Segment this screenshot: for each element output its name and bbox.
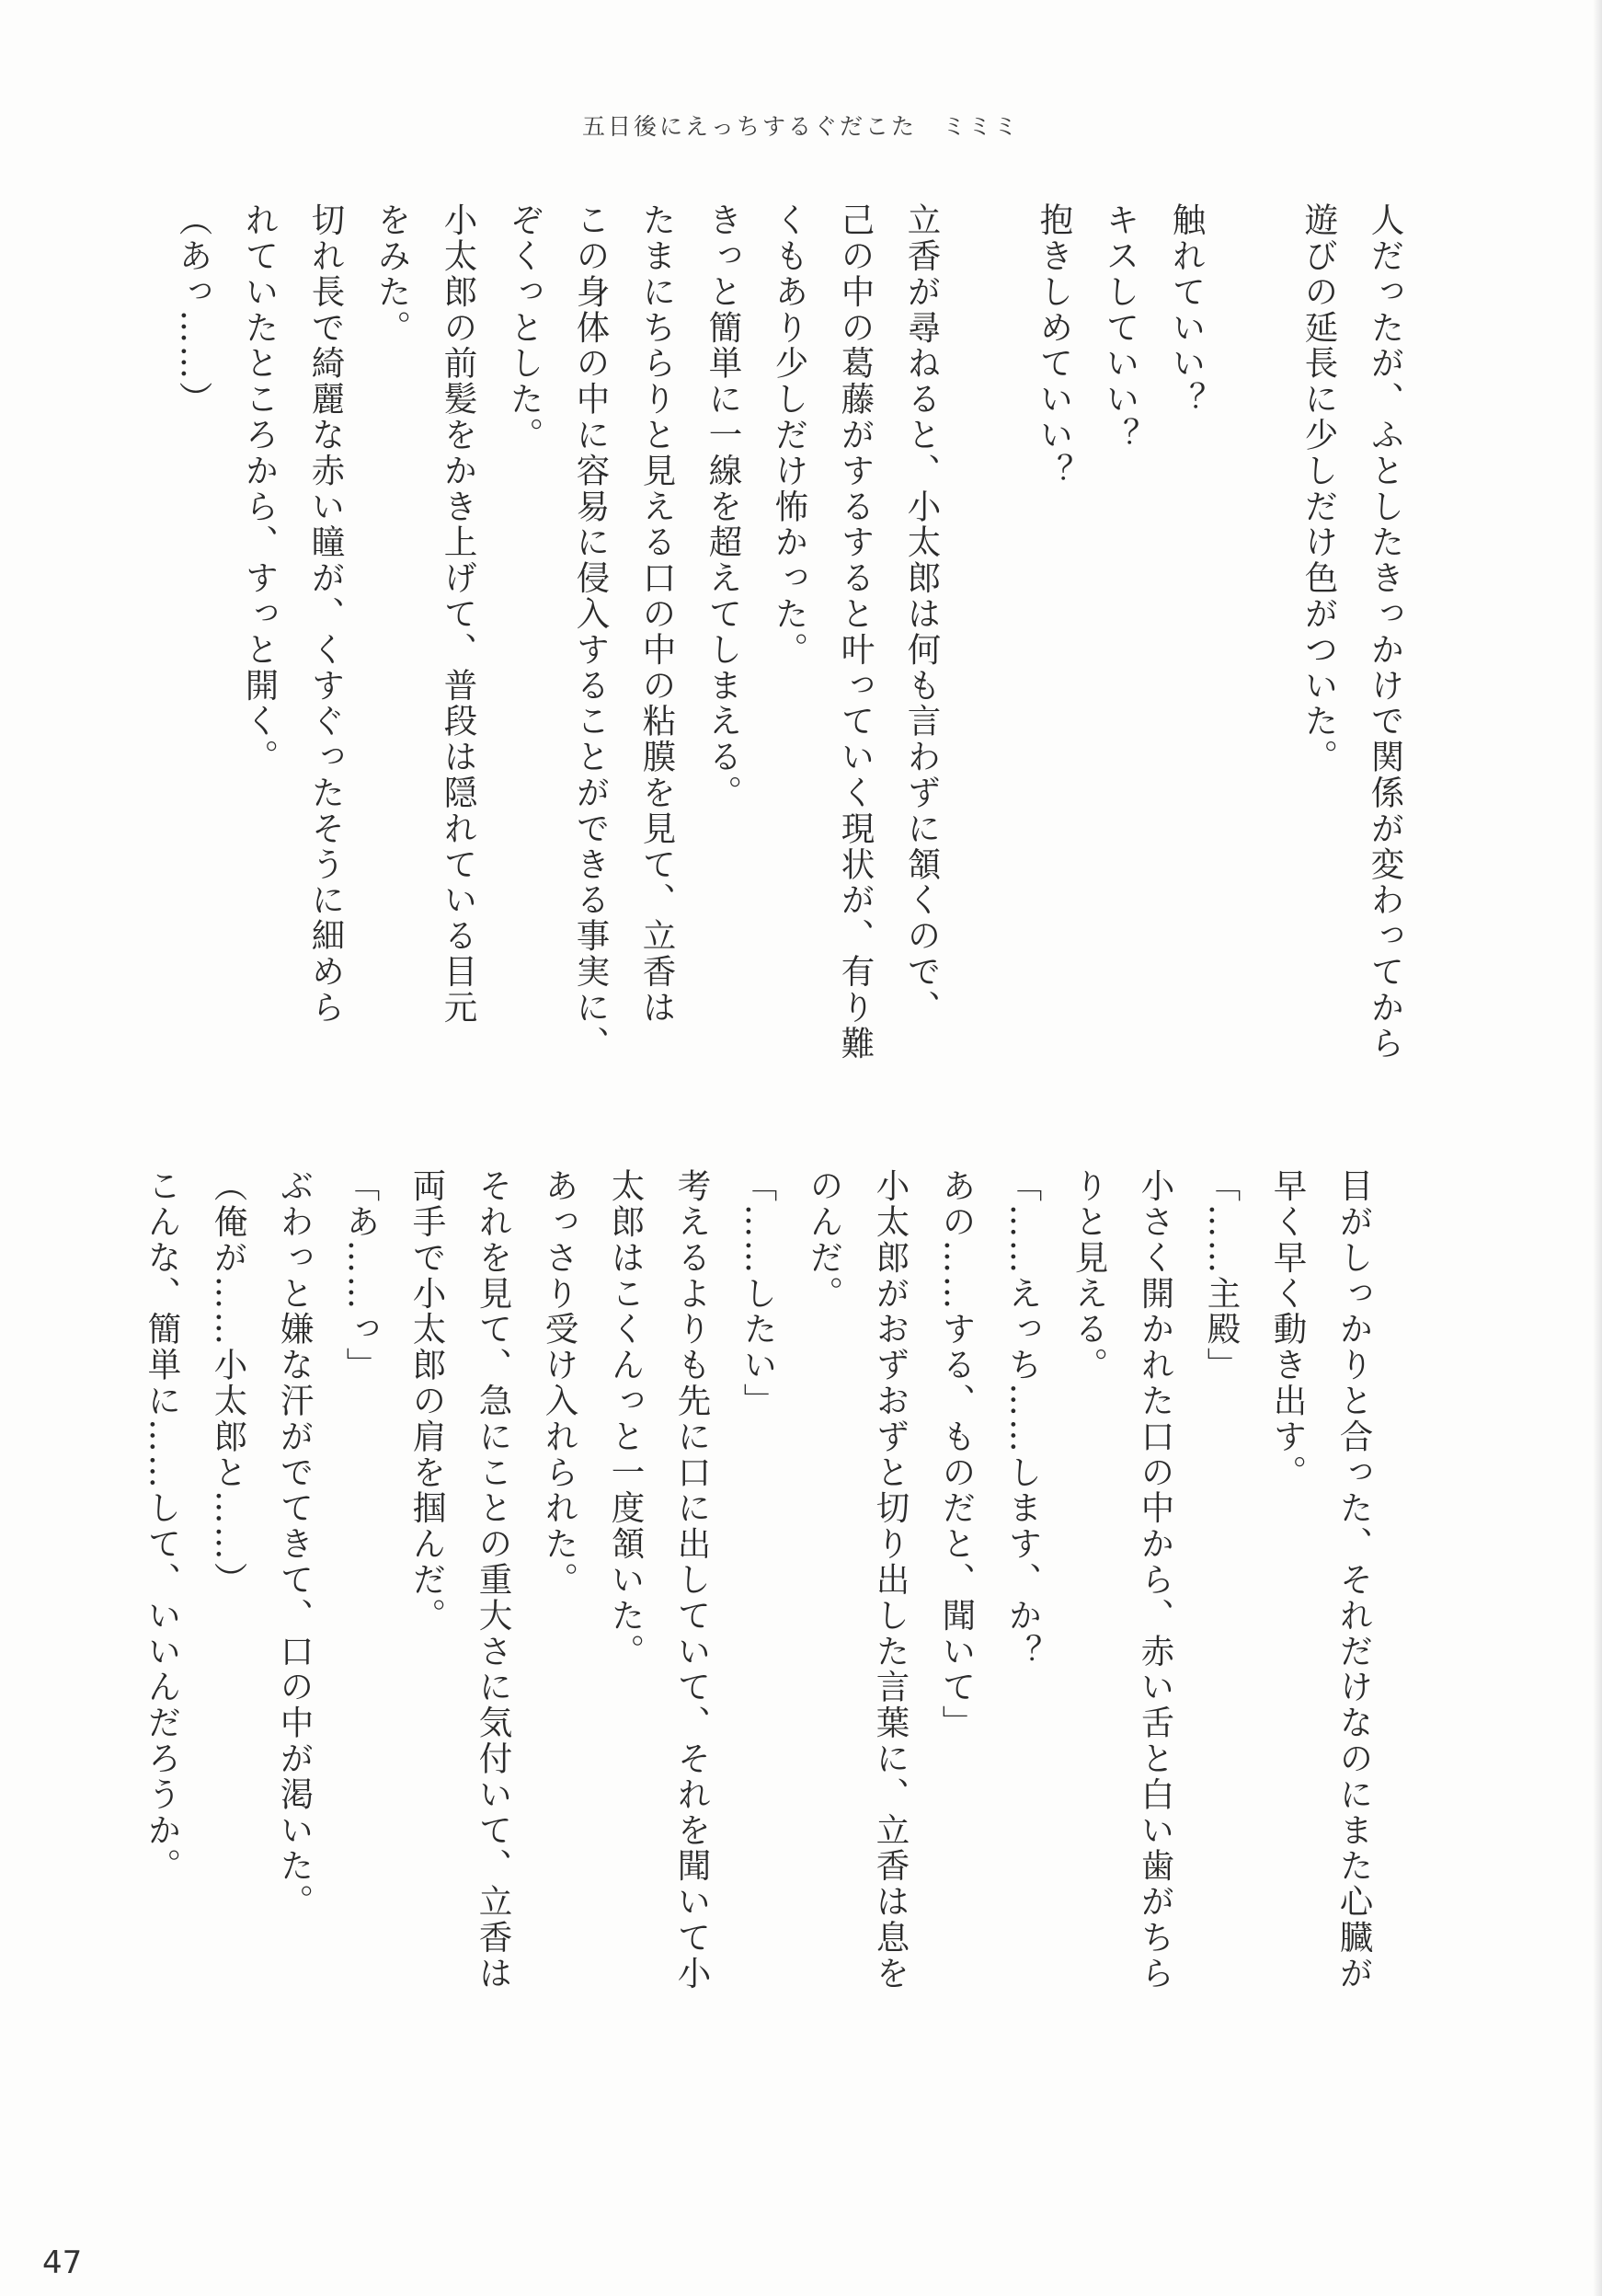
text-line: 「……したい」 [738,1168,778,1419]
text-line: 「あ……っ」 [341,1168,381,1383]
text-line: たまにちらりと見える口の中の粘膜を見て、立香は [637,202,677,1026]
text-line: 「……主殿」 [1202,1168,1242,1383]
text-line: 「……えっち……します、か？ [1003,1168,1043,1670]
text-line: 触れていい？ [1167,202,1207,418]
text-line: 目がしっかりと合った、それだけなのにまた心臓が [1334,1168,1374,1992]
text-line: この身体の中に容易に侵入することができる事実に、 [571,202,611,1062]
text-line: 早く早く動き出す。 [1268,1168,1308,1491]
page-edge-shadow [1593,0,1602,2296]
text-line: 人だったが、ふとしたきっかけで関係が変わってから [1366,202,1405,1062]
blank-line [1219,202,1286,1067]
text-line: 太郎はこくんっと一度頷いた。 [606,1168,646,1670]
text-line: くもあり少しだけ怖かった。 [770,202,809,668]
text-line: 両手で小太郎の肩を掴んだ。 [407,1168,447,1634]
text-line: 小太郎の前髪をかき上げて、普段は隠れている目元 [439,202,478,1026]
text-line: こんな、簡単に……して、いいんだろうか。 [143,1168,182,1884]
text-line: れていたところから、すっと開く。 [240,202,280,775]
running-header: 五日後にえっちするぐだこた ミミミ [581,113,1020,140]
text-line: 遊びの延長に少しだけ色がついた。 [1299,202,1339,775]
upper-text-block [160,202,1418,1067]
blank-line [955,202,1021,1067]
text-line: あの……する、ものだと、聞いて」 [937,1168,977,1741]
text-line: 考えるよりも先に口に出していて、それを聞いて小 [672,1168,712,1992]
text-line: （あっ……） [174,202,213,418]
text-line: のんだ。 [805,1168,844,1312]
text-line: をみた。 [372,202,412,346]
text-line: 己の中の葛藤がするすると叶っていく現状が、有り難 [836,202,875,1062]
text-line: りと見える。 [1070,1168,1109,1383]
lower-text-block [129,1168,1387,1992]
page-number: 47 [42,2244,83,2281]
text-line: きっと簡単に一線を超えてしまえる。 [704,202,743,811]
text-line: キスしていい？ [1101,202,1140,453]
text-line: （俺が……小太郎と……） [209,1168,248,1598]
text-line: 小太郎がおずおずと切り出した言葉に、立香は息を [871,1168,910,1992]
text-line: 立香が尋ねると、小太郎は何も言わずに頷くので、 [902,202,942,1026]
text-line: それを見て、急にことの重大さに気付いて、立香は [474,1168,513,1992]
text-line: 切れ長で綺麗な赤い瞳が、くすぐったそうに細めら [306,202,346,1026]
text-line: 小さく開かれた口の中から、赤い舌と白い歯がちら [1136,1168,1175,1992]
text-line: 抱きしめていい？ [1035,202,1074,489]
text-line: ぶわっと嫌な汗がでてきて、口の中が渇いた。 [275,1168,315,1920]
text-line: あっさり受け入れられた。 [540,1168,579,1598]
text-line: ぞくっとした。 [505,202,544,453]
